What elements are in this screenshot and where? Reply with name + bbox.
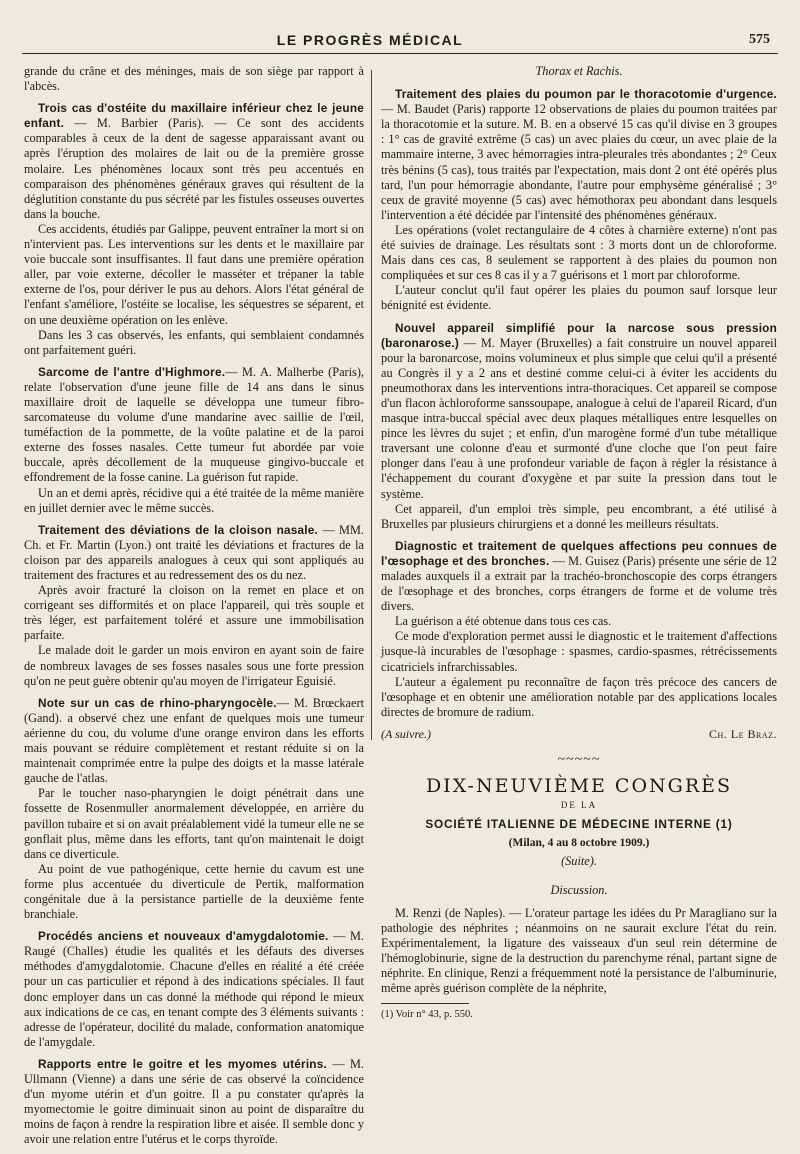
footnote: (1) Voir n° 43, p. 550. bbox=[381, 1009, 473, 1021]
article-goitre-myomes bbox=[24, 1057, 364, 1148]
to-be-continued: (A suivre.) bbox=[381, 726, 431, 741]
article-text: — M. A. Malherbe (Paris), relate l'observation d'une jeune fille de 14 ans dans le sinus maxillaire droit de laquelle se développa une tumeur fibro-sarcomateuse du volume d'une mandarine avec saillie de l'œil, tuméfaction de la pommette, de la voûte palatine et de la paroi externe des fosses nasales. Cette tumeur fut abordée par voie buccale, après décollement de la muqueuse gingivo-buccale et effondrement de la fosse canine. La guérison fut rapide. bbox=[24, 364, 364, 485]
article-sarcome bbox=[24, 365, 364, 486]
column-rule bbox=[371, 70, 372, 740]
paragraph: Après avoir fracturé la cloison on la remet en place et on corrigeant ses difformités et on place l'appareil, qui très souple et très léger, est parfaitement toléré et assure une immobilisation parfaite. bbox=[24, 583, 364, 643]
article-rhino-pharyngocele bbox=[24, 696, 364, 787]
left-column bbox=[24, 64, 364, 1154]
author-signature: Ch. Le Braz. bbox=[708, 726, 777, 741]
section-title: Thorax et Rachis. bbox=[535, 64, 623, 78]
article-title: Traitement des plaies du poumon par le thoracotomie d'urgence. bbox=[395, 87, 777, 102]
article-osteite bbox=[24, 101, 364, 222]
article-title: Trois cas d'ostéite du maxillaire inférieur chez le jeune enfant. bbox=[24, 101, 364, 131]
article-cloison-nasale bbox=[24, 523, 364, 583]
article-title: Sarcome de l'antre d'Highmore. bbox=[38, 364, 226, 379]
paragraph: Ces accidents, étudiés par Galippe, peuvent entraîner la mort si on n'intervient pas. Les interventions sur les dents et le maxillaire par voie buccale sont insuffisantes. Il faut dans une première opération aller, par voie externe, décoller le masséter et trépaner la table externe de l'os, pour dériver le pus au dehors. Alors l'état général de l'enfant s'améliore, l'ostéite se localise, les séquestres se séparent, et on une deuxième opération on les enlève. bbox=[24, 221, 364, 327]
congress-suite: (Suite). bbox=[561, 853, 597, 868]
discussion-title: Discussion. bbox=[550, 882, 608, 897]
paragraph: Les opérations (volet rectangulaire de 4 côtes à charnière externe) n'ont pas été suivies de drainage. Les résultats sont : 3 morts dont un de chloroforme. Mais dans ces cas, 8 seulement se rapportent à des plaies du poumon non compliquées et sur ces 8 cas il y a 7 guérisons et 1 mort par chloroforme. bbox=[381, 222, 777, 283]
congress-place-date: (Milan, 4 au 8 octobre 1909.) bbox=[508, 837, 650, 850]
congress-title: DIX-NEUVIÈME CONGRÈS bbox=[425, 775, 733, 798]
paragraph: Dans les 3 cas observés, les enfants, qui semblaient condamnés ont parfaitement guéri. bbox=[24, 327, 364, 357]
article-title: Rapports entre le goitre et les myomes utérins. bbox=[38, 1056, 327, 1071]
article-title: Traitement des déviations de la cloison nasale. bbox=[38, 522, 319, 537]
article-amygdalotomie bbox=[24, 929, 364, 1050]
article-title: Note sur un cas de rhino-pharyngocèle. bbox=[38, 695, 277, 710]
article-text: — M. Brœckaert (Gand). a observé chez une enfant de quelques mois une tumeur aérienne du cou, du volume d'une orange environ dans les efforts mais pouvant se réduire complètement et restant réduite si on la maintenait comprimée entre la pulpe des doigts et la masse latérale gauche de l'atlas. bbox=[24, 695, 364, 786]
continued-paragraph: grande du crâne et des méninges, mais de son siège par rapport à l'abcès. bbox=[24, 64, 364, 94]
article-baronarcose bbox=[381, 321, 777, 502]
article-text: — M. Ullmann (Vienne) a dans une série de cas observé la coïncidence d'un myome utérin et d'un goitre. Il a pu constater qu'après la myomectomie le goitre diminuait sinon au point de disparaître du moins de façon à rendre la respiration libre et aisée. Il semble donc y avoir une relation entre l'utérus et le corps thyroïde. bbox=[24, 1056, 364, 1147]
article-text: — M. Mayer (Bruxelles) a fait construire un nouvel appareil pour la baronarcose, moins volumineux et plus simple que celui qu'il a présenté au Congrès il y a 2 ans et destiné comme celui-ci à éviter les accidents du pneumothorax dans les interventions intra-thoraciques. Cet appareil se compose d'un flacon àchloroforme sanssoupape, analogue à celui de l'apareil Ricard, d'un masque intra-buccal spécial avec deux plaques métalliques entre lesquelles on pince les lèvres du sujet ; et enfin, d'un marogène formé d'un tube métallique traversant une colonne d'eau et surmonté d'une cloche que l'on peut faire plonger dans l'eau à une profondeur variable de façon à régler la résistance à l'échappement du courant d'oxygène et par suite la pression dans tout le système. bbox=[381, 335, 777, 501]
article-title: Diagnostic et traitement de quelques affections peu connues de l'œsophage et des bronches. bbox=[381, 538, 777, 568]
discussion-renzi: M. Renzi (de Naples). — L'orateur partage les idées du Pr Maragliano sur la pathologie des néphrites ; néanmoins on ne saurait exclure l'état du rein. Expérimentalement, la ligature des vaisseaux d'un seul rein détermine de l'hémoglobinurie, signe de la destruction du parenchyme rénal, partant signe de néphrite. En clinique, Renzi a fréquemment noté la persistance de l'albuminurie, même après guérison complète de la néphrite, bbox=[381, 905, 777, 996]
article-title: Nouvel appareil simplifié pour la narcose sous pression (baronarose.) bbox=[381, 320, 777, 350]
page-number: 575 bbox=[749, 32, 770, 47]
signoff bbox=[381, 727, 777, 742]
header-rule bbox=[22, 53, 778, 54]
paragraph: Par le toucher naso-pharyngien le doigt pénétrait dans une fossette de Rosenmuller anormalement développée, en arrière du pavillon tubaire et si on avait préalablement vidé la tumeur elle ne se gonflait plus, même dans les efforts, tant qu'on maintenait le doigt dans ce diverticule. bbox=[24, 786, 364, 861]
article-plaies-poumon bbox=[381, 87, 777, 223]
paragraph: Cet appareil, d'un emploi très simple, peu encombrant, a été utilisé à Bruxelles par plusieurs chirurgiens et a donné les meilleurs résultats. bbox=[381, 501, 777, 531]
article-text: — M. Baudet (Paris) rapporte 12 observations de plaies du poumon traitées par la thoracotomie et la suture. M. B. en a observé 15 cas qu'il divise en 3 groupes : 1° cas de gravité extrême (5 cas) un avec plaies du cœur, un avec plaie de la mammaire interne, 3 avec hémorragies intra-pleurales très abondantes ; 2° Ceux très bénins (5 cas), tous traités par l'expectation, mais dont 2 ont été opérés plus tard, l'un pour hémorragie abondante, l'autre pour emphysème généralisé ; 3° ceux de gravité moyenne (5 cas) avec hémothorax peu abondant dans lesquels l'intervention a été décidée par l'intensité des phénomènes généraux. bbox=[381, 102, 777, 222]
paragraph: L'auteur conclut qu'il faut opérer les plaies du poumon sauf lorsque leur bénignité est évidente. bbox=[381, 283, 777, 313]
article-text: — M. Barbier (Paris). — Ce sont des accidents comparables à ceux de la dent de sagesse apparaissant avant ou après l'éruption des molaires de lait ou de la première grosse molaire. Les phénomènes locaux sont très peu accentués en comparaison des phénomènes généraux graves qui résultent de la déglutition constante du pus sécrété par les fistules osseuses ouvertes dans la bouche. bbox=[24, 116, 364, 221]
paragraph: La guérison a été obtenue dans tous ces cas. bbox=[395, 614, 612, 629]
paragraph: Ce mode d'exploration permet aussi le diagnostic et le traitement d'affections jusque-là incurables de l'œsophage : spasmes, cardio-spasmes, rétrécissements cicatriciels infrarchissables. bbox=[381, 629, 777, 674]
right-column bbox=[381, 64, 777, 1022]
footnote-rule bbox=[381, 1003, 469, 1004]
congress-de: DE LA bbox=[560, 800, 598, 811]
divider-ornament: ~~~~~ bbox=[557, 752, 601, 768]
paragraph: L'auteur a également pu reconnaître de façon très précoce des cancers de l'œsophage et en obtenir une amélioration notable par des applications locales directes de bromure de radium. bbox=[381, 674, 777, 719]
article-oesophage bbox=[381, 539, 777, 614]
journal-title: LE PROGRÈS MÉDICAL bbox=[276, 32, 464, 48]
congress-society: SOCIÉTÉ ITALIENNE DE MÉDECINE INTERNE (1) bbox=[425, 817, 733, 832]
paragraph: Le malade doit le garder un mois environ en ayant soin de faire de nombreux lavages de ses fosses nasales sous une forte pression qu'on ne peut guère obtenir qu'au moyen de l'irrigateur Eguisié. bbox=[24, 643, 364, 688]
article-text: — M. Guisez (Paris) présente une série de 12 malades auxquels il a extrait par la trachéo-bronchoscopie des corps étrangers de l'œsophage et des bronches, corps étrangers de forme et de volume très divers. bbox=[381, 553, 777, 614]
paragraph: Un an et demi après, récidive qui a été traitée de la même manière en juillet dernier avec le même succès. bbox=[24, 485, 364, 515]
paragraph: Au point de vue pathogénique, cette hernie du cavum est une forme plus accentuée du diverticule de Pertik, malformation congénitale due à la persistance partielle de la deuxième fente branchiale. bbox=[24, 861, 364, 922]
article-text: — MM. Ch. et Fr. Martin (Lyon.) ont traité les déviations et fractures de la cloison par des appareils analogues à ceux qui sont appliqués au traitement des fractures et au redressement des os du nez. bbox=[24, 522, 364, 582]
article-text: — M. Raugé (Challes) étudie les qualités et les défauts des diverses méthodes d'amygdalotomie. Chacune d'elles en réalité a été créée pour un cas particulier et répond à des indications spéciales. Il faut donc employer dans un cas donné la méthode qui répond le mieux aux indications de ce cas, en tenant compte des 3 éléments suivants : adresse de l'opérateur, docilité du malade, conformation anatomique de l'amygdale. bbox=[24, 929, 364, 1049]
article-title: Procédés anciens et nouveaux d'amygdalotomie. bbox=[38, 929, 329, 944]
